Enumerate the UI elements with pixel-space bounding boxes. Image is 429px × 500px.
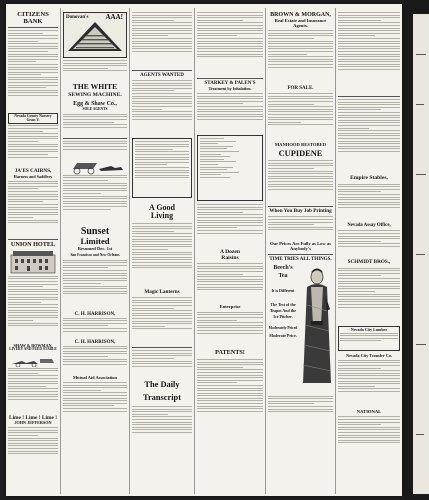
beechs-tea-ad [268,265,333,393]
for-sale-heading: FOR SALE. [287,86,314,92]
dozen-heading: A Dozen [219,249,241,255]
tea-heading: Tea [278,272,288,279]
agents-wanted-heading: AGENTS WANTED [140,73,184,78]
limited-heading: Limited [80,235,110,246]
stable-engraving [8,353,58,367]
beechs-heading: Beech's [273,264,293,271]
teapot-heading: Teapot And the [269,307,297,313]
newspaper-page [6,4,402,496]
different-heading: It is Different [271,287,295,293]
harrison-heading-2: C. H. HARRISON, [74,339,116,345]
harness-heading: Harness and Saddlery [13,173,53,179]
egg-shaw-heading: Egg & Shaw Co., [73,101,117,108]
transcript-heading: Transcript [143,392,181,402]
daily-heading: The Daily [144,380,180,390]
hotel-engraving [8,249,58,275]
schmidt-heading: SCHMIDT BROS., [347,259,391,266]
lime-heading: Lime ! Lime ! Lime ! [8,414,58,421]
column-5 [268,8,333,494]
adjacent-page-strip [413,14,429,494]
union-hotel-heading: UNION HOTEL [10,240,56,248]
column-1 [8,8,58,494]
starkey-palen-heading: STARKEY & PALEN'S [204,81,256,86]
livery-stable-heading: LIVERY AND FEED STABLE [9,347,57,352]
brown-morgan-heading: BROWN & MORGAN, [270,12,331,18]
jefferson-heading: JOHN JEFFERSON [14,420,52,426]
column-3 [132,8,192,494]
column-4 [197,8,263,494]
nursery-ad-heading: Nevada County Nursery Grass V. [14,114,52,122]
column-6 [338,8,400,494]
good-heading: A Good [148,203,175,212]
route-label: San Francisco and New Orleans [70,252,120,257]
harrison-heading: C. H. HARRISON, [74,311,116,317]
transfer-heading: Nevada City Transfer Co. [346,352,392,358]
white-heading: THE WHITE [72,82,118,91]
test-heading: The Test of the [270,301,296,307]
wagon-engraving [63,157,127,175]
japanese-figure-engraving [299,265,333,391]
national-heading: NATIONAL [356,408,382,414]
manhood-heading: MANHOOD RESTORED [274,142,327,148]
empire-stables-heading: Empire Stables, [350,175,388,181]
lumber-heading: Nevada City Lumber [350,326,388,332]
prices-heading: Our Prices Are Fully as Low as Anybody's [269,241,332,251]
real-estate-heading: Real Estate and Insurance Agents. [274,18,327,28]
cairns-heading: JA'ES CAIRNS, [14,168,52,175]
aaa-label: AAA! [105,13,123,21]
living-heading: Living [150,211,174,220]
mutual-aid-heading: Mutual Aid Association [73,374,117,380]
adjacent-page-edge [404,0,429,500]
job-printing-heading: When You Buy Job Printing [269,208,332,215]
raisins-heading: Raisins [221,254,239,261]
moderately-heading: Moderately Priced [268,325,298,330]
shaw-bowman-heading: SHAW & BOWMAN, [13,342,53,348]
time-tries-heading: TIME TRIES ALL THINGS. [269,256,332,262]
patents-heading: PATENTS! [215,348,245,356]
enterprise-heading: Enterprise [219,304,241,310]
inhalation-heading: Treatment by Inhalation. [208,86,252,91]
magic-lanterns-heading: Magic Lanterns [144,289,180,295]
resumed-label: Resumed Dec. 1st [77,246,113,252]
pitcher-heading: Ice Pitcher. [273,313,293,319]
assay-office-heading: Nevada Assay Office, [347,222,391,228]
donovans-label: Donovan's [66,15,89,20]
sole-agents-label: SOLE AGENTS [82,107,108,112]
citizens-bank-heading: CITIZENS BANK [17,11,49,25]
sewing-machine-heading: SEWING MACHINE. [68,91,122,98]
sunset-heading: Sunset [80,225,110,237]
cupidene-heading: CUPIDENE [278,148,323,158]
price-heading: Moderate Price. [269,333,297,339]
aaa-ad-box [63,12,127,58]
pyramid-graphic [64,13,126,57]
column-2 [63,8,127,494]
